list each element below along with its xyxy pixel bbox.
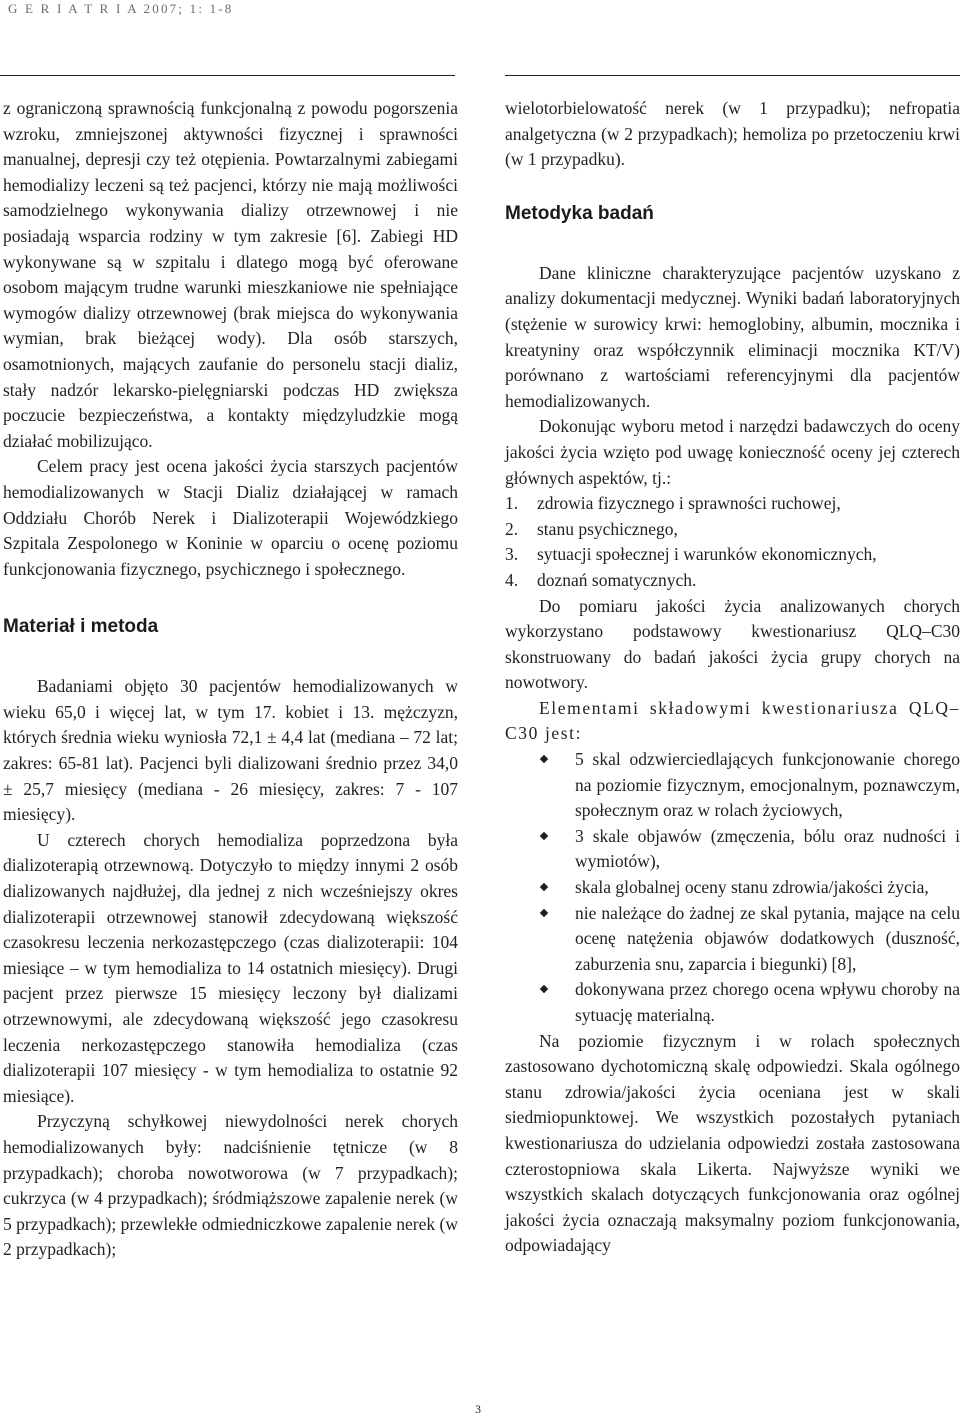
bullet-text: 3 skale objawów (zmęczenia, bólu oraz nudności i wymiotów),	[575, 825, 960, 872]
bullet-text: skala globalnej oceny stanu zdrowia/jakości życia,	[575, 877, 929, 898]
list-number: 4.	[505, 569, 519, 590]
paragraph: Do pomiaru jakości życia analizowanych chorych wykorzystano podstawowy kwestionariusz QLQ–C30 skonstruowany do badań jakości życia grupy chorych na nowotwory.	[505, 595, 960, 693]
list-item	[505, 542, 960, 568]
diamond-bullet-icon	[540, 832, 548, 840]
bullet-item	[505, 901, 960, 978]
paragraph: wielotorbielowatość nerek (w 1 przypadku); nefropatia analgetyczna (w 2 przypadkach); hemoliza po przetoczeniu krwi (w 1 przypadku).	[505, 98, 960, 170]
paragraph: Dane kliniczne charakteryzujące pacjentów uzyskano z analizy dokumentacji medycznej. Wyniki badań laboratoryjnych (stężenie w surowicy krwi: hemoglobiny, albumin, mocznika i kreatyniny oraz współczynnik eliminacji mocznika KT/V) porównano z wartościami referencyjnymi dla pacjentów hemodializowanych.	[505, 262, 960, 411]
page-number: 3	[475, 1402, 481, 1416]
right-column-rule	[505, 75, 960, 76]
paragraph: Dokonując wyboru metod i narzędzi badawczych do oceny jakości życia wzięto pod uwagę konieczność oceny jej czterech głównych aspektów, tj.:	[505, 416, 960, 488]
list-item	[505, 491, 960, 517]
list-item-text: doznań somatycznych.	[537, 569, 697, 590]
paragraph: Przyczyną schyłkowej niewydolności nerek chorych hemodializowanych były: nadciśnienie tętnicze (w 8 przypadkach); choroba nowotworowa (w 7 przypadkach); cukrzyca (w 4 przypadkach); śródmiąższowe zapalenie nerek (w 5 przypadkach); przewlekłe odmiedniczkowe zapalenie nerek (w 2 przypadkach);	[3, 1111, 458, 1260]
left-column	[3, 96, 458, 1263]
bullet-list	[505, 747, 960, 1029]
bullet-item	[505, 747, 960, 824]
paragraph: Celem pracy jest ocena jakości życia starszych pacjentów hemodializowanych w Stacji Dializ działającej w ramach Oddziału Chorób Nerek i Dializoterapii Wojewódzkiego Szpitala Zespolonego w Koninie w oparciu o ocenę poziomu funkcjonowania fizycznego, psychicznego i społecznego.	[3, 456, 458, 579]
section-heading-metodyka-badan: Metodyka badań	[505, 202, 654, 224]
diamond-bullet-icon	[540, 985, 548, 993]
diamond-bullet-icon	[540, 883, 548, 891]
list-item	[505, 517, 960, 543]
bullet-text: 5 skal odzwierciedlających funkcjonowanie chorego na poziomie fizycznym, emocjonalnym, poznawczym, społecznym oraz w rolach życiowych,	[575, 749, 960, 821]
list-item-text: stanu psychicznego,	[537, 518, 678, 539]
bullet-item	[505, 875, 960, 901]
list-number: 1.	[505, 493, 519, 514]
bullet-text: dokonywana przez chorego ocena wpływu choroby na sytuację materialną.	[575, 979, 960, 1025]
list-number: 3.	[505, 544, 519, 565]
diamond-bullet-icon	[540, 908, 548, 916]
paragraph: z ograniczoną sprawnością funkcjonalną z powodu pogorszenia wzroku, zmniejszonej aktywności fizycznej i sprawności manualnej, depresji czy też otępienia. Powtarzalnymi zabiegami hemodializy leczeni są też pacjenci, którzy nie mają możliwości samodzielnego wykonywania dializy otrzewnowej i nie posiadają wsparcia rodziny w tym zakresie [6]. Zabiegi HD wykonywane są w szpitalu i dlatego mogą być oferowane osobom mającym trudne warunki mieszkaniowe nie spełniające wymogów dializy otrzewnowej (brak miejsca do wykonywania wymian, brak bieżącej wody). Dla osób starszych, osamotnionych, mających zaufanie do personelu stacji dializ, stały nadzór lekarsko-pielęgniarski podczas HD zwiększa poczucie bezpieczeństwa, a kontakty międzyludzkie mogą działać mobilizująco.	[3, 98, 458, 451]
bullet-text: nie należące do żadnej ze skal pytania, mające na celu ocenę natężenia objawów dodatkowych (duszność, zaburzenia snu, zaparcia i biegunki) [8],	[575, 902, 960, 974]
list-item	[505, 568, 960, 594]
list-item-text: zdrowia fizycznego i sprawności ruchowej,	[537, 493, 841, 514]
list-item-text: sytuacji społecznej i warunków ekonomicznych,	[537, 544, 877, 565]
section-heading-material-i-metoda: Materiał i metoda	[3, 616, 159, 638]
paragraph: Na poziomie fizycznym i w rolach społecznych zastosowano dychotomiczną skalę odpowiedzi. Skala ogólnego stanu zdrowia/jakości życia oceniana jest w skali siedmiopunktowej. We wszystkich pozostałych pytaniach kwestionariusza do udzielania odpowiedzi została zastosowana czterostopniowa skala Likerta. Najwyższe wyniki we wszystkich skalach dotyczących funkcjonowania oraz ogólnej jakości życia oznaczają maksymalny poziom funkcjonowania, odpowiadający	[505, 1030, 960, 1256]
right-column	[505, 96, 960, 1259]
paragraph: Badaniami objęto 30 pacjentów hemodializowanych w wieku 65,0 i więcej lat, w tym 17. kobiet i 13. mężczyzn, których średnia wieku wyniosła 72,1 ± 4,4 lat (mediana – 72 lat; zakres: 65-81 lat). Pacjenci byli dializowani średnio przez 34,0 ± 25,7 miesięcy (mediana - 26 miesięcy, zakres: 7 - 107 miesięcy).	[3, 676, 458, 825]
running-header: G E R I A T R I A 2007; 1: 1-8	[8, 1, 234, 16]
diamond-bullet-icon	[540, 755, 548, 763]
list-number: 2.	[505, 518, 519, 539]
paragraph: U czterech chorych hemodializa poprzedzona była dializoterapią otrzewnową. Dotyczyło to między innymi 2 osób dializowanych najdłużej, dla jednej z nich wcześniejszy okres dializoterapii otrzewnowej stanowił zdecydowaną większość czasokresu leczenia nerkozastępczego (czas dializoterapii: 104 miesiące – w tym hemodializa to 14 ostatnich miesięcy). Drugi pacjent przez pierwsze 15 miesięcy leczony był dializami otrzewnowymi, ale zdecydowaną większość jego czasokresu leczenia nerkozastępczego stanowiła hemodializa (czas dializoterapii 107 miesięcy - w tym hemodializa to ostatnie 92 miesiące).	[3, 829, 458, 1106]
left-column-rule	[0, 75, 455, 76]
bullet-item	[505, 824, 960, 875]
numbered-list	[505, 491, 960, 593]
paragraph: Elementami składowymi kwestionariusza QLQ–C30 jest:	[505, 697, 960, 744]
bullet-item	[505, 977, 960, 1028]
